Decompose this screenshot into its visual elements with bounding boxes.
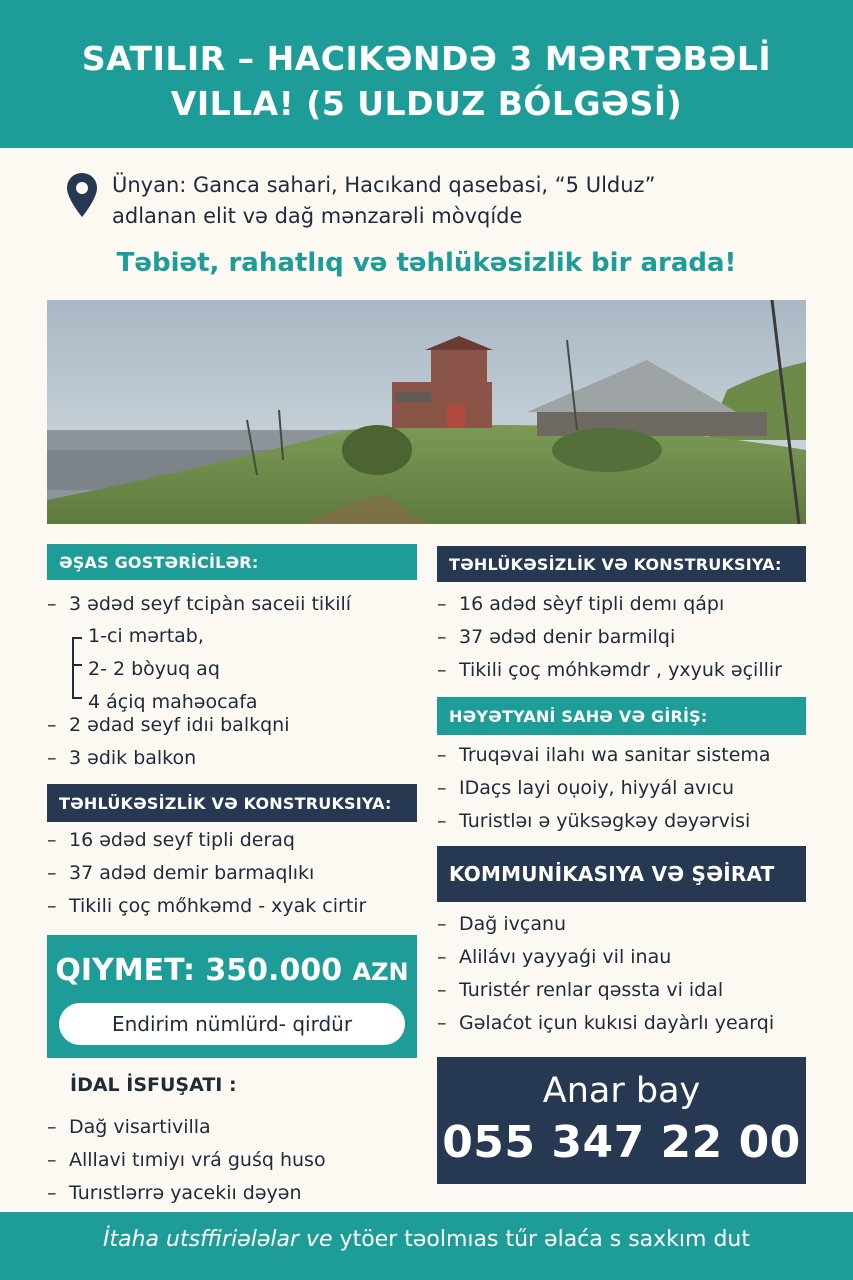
tagline: Təbiət, rahatlıq və təhlükəsizlik bir arada! (116, 248, 737, 278)
left-safety-header: TƏHLÜKƏSİZLİK VƏ KONSTRUKSIYA: (47, 784, 417, 822)
list-item: – 3 ədəd seyf tcipàn saceii tikilí (47, 593, 352, 615)
location-block (66, 170, 806, 232)
extra-header: İDAL İSFUŞATI : (70, 1074, 237, 1096)
list-item: – 37 ədəd denir barmilqi (437, 626, 676, 648)
list-item: – Alllavi tımiyı vrá guśq huso (47, 1149, 326, 1171)
main-indicators-list (47, 588, 351, 621)
discount-pill: Endirim nümlürd- qirdür (59, 1003, 405, 1045)
main-indicators-header: ƏŞAS GOSTƏRİCİLƏR: (47, 544, 417, 580)
list-item: – 2 ədad seyf idıi balkqni (47, 714, 290, 736)
footer-italic-text: İtaha utsffiriələlar ve (103, 1227, 333, 1252)
location-line-2: adlanan elit və dağ mənzarəli mòvqíde (112, 204, 523, 228)
main-indicators-sublist (70, 620, 258, 719)
contact-name: Anar bay (542, 1071, 701, 1111)
list-item: – Turistér renlar qəssta vi idal (437, 979, 724, 1001)
footer-banner (0, 1212, 853, 1280)
list-item: – 16 adəd sèyf tipli demı qápı (437, 593, 725, 615)
villa-photo (47, 300, 806, 524)
header-banner (0, 0, 853, 148)
left-safety-list (47, 824, 366, 923)
price-box (47, 935, 417, 1058)
yard-list (437, 739, 771, 838)
title-line-2: VILLA! (5 ULDUZ BÓLGƏSİ) (170, 84, 683, 123)
list-item: – Tikili çoç mőhkəmd - xyak cirtir (47, 895, 367, 917)
location-text (112, 170, 655, 232)
contact-box (437, 1057, 806, 1184)
extra-list (47, 1111, 326, 1210)
list-item: – 37 adəd demir barmaqlıkı (47, 862, 315, 884)
list-item: – 3 ədik balkon (47, 747, 197, 769)
right-safety-header: TƏHLÜKƏSİZLİK VƏ KONSTRUKSIYA: (437, 546, 806, 582)
map-pin-icon (66, 172, 98, 218)
list-item: – Turistləı ə yüksəgkəy dəyərvisi (437, 810, 751, 832)
list-item: – Gəlaćot içun kukısi dayàrlı yearqi (437, 1012, 775, 1034)
list-item: – Truqəvai ilahı wa sanitar sistema (437, 744, 771, 766)
list-item: – IDaçs layi oụoiy, hiyyál avıcu (437, 777, 735, 799)
list-item: – Alilávı yayyaǵi vil inau (437, 946, 672, 968)
price-label: QIYMET: 350.000 AZN (55, 953, 409, 988)
list-item: – Dağ ivçanu (437, 913, 567, 935)
title-line-1: SATILIR – HACIKƏNDƏ 3 MƏRTƏBƏLİ (81, 39, 772, 78)
contact-phone[interactable]: 055 347 22 00 (442, 1117, 801, 1168)
yard-header: HƏYƏTYANİ SAHƏ VƏ GİRİŞ: (437, 697, 806, 735)
list-item: 4 áçiq mahəocafa (88, 691, 258, 713)
location-line-1: Ünyan: Ganca sahari, Hacıkand qasebasi, “5 Ulduz” (112, 173, 656, 197)
list-item: – 16 ədəd seyf tipli deraq (47, 829, 295, 851)
list-item: 1-ci mərtab, (88, 625, 204, 647)
list-item: 2- 2 bòyuq aq (88, 658, 220, 680)
communication-list (437, 908, 774, 1040)
list-item: – Dağ visartivilla (47, 1116, 211, 1138)
list-item: – Tikili çoç móhkəmdr , yxyuk əçillir (437, 659, 782, 681)
list-item: – Turıstlərrə yacekiı dəyən (47, 1182, 302, 1204)
main-indicators-list-2 (47, 709, 290, 775)
communication-header: KOMMUNİKASIYA VƏ ŞƏİRAT (437, 846, 806, 902)
footer-text: ytöer təolmıas tűr əlaća s saxkım dut (332, 1227, 750, 1252)
right-safety-list (437, 588, 782, 687)
